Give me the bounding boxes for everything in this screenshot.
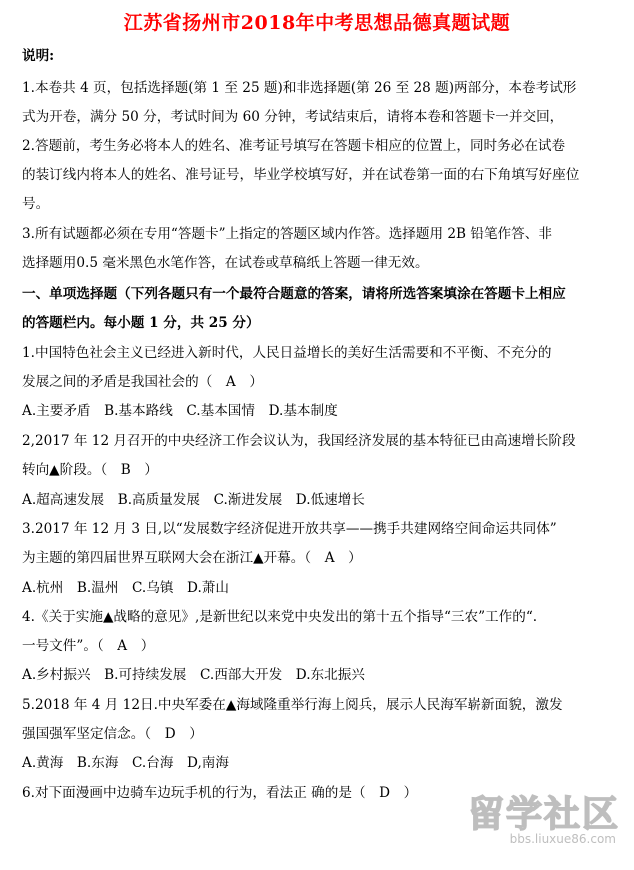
text-line: 3.所有试题都必须在专用“答题卡”上指定的答题区域内作答。选择题用 2B 铅笔作答、非: [22, 226, 552, 242]
text-line: 强国强军坚定信念。（ D ）: [22, 726, 203, 742]
text-line: 4.《关于实施▲战略的意见》,是新世纪以来党中央发出的第十五个指导“三农”工作的“.: [22, 609, 538, 625]
text-line: A.超高速发展 B.高质量发展 C.渐进发展 D.低速增长: [22, 492, 365, 508]
text-line: A.乡村振兴 B.可持续发展 C.西部大开发 D.东北振兴: [22, 667, 365, 683]
text-line: A.黄海 B.东海 C.台海 D,南海: [22, 755, 229, 771]
text-line: 2.答题前，考生务必将本人的姓名、准考证号填写在答题卡相应的位置上，同时务必在试卷: [22, 138, 566, 154]
text-line: 的答题栏内。每小题 1 分，共 25 分）: [22, 315, 260, 331]
text-line: 2,2017 年 12 月召开的中央经济工作会议认为，我国经济发展的基本特征已由高速增长阶段: [22, 433, 576, 449]
text-line: 5.2018 年 4 月 12日.中央军委在▲海域隆重举行海上阅兵，展示人民海军崭新面貌，激发: [22, 697, 563, 713]
text-line: 的装订线内将本人的姓名、准号证号，毕业学校填写好，并在试卷第一面的右下角填写好座位: [22, 167, 580, 183]
text-line: 号。: [22, 196, 50, 212]
text-line: 1.本卷共 4 页，包括选择题(第 1 至 25 题)和非选择题(第 26 至 28 题)两部分，本卷考试形: [22, 80, 577, 96]
text-line: A.主要矛盾 B.基本路线 C.基本国情 D.基本制度: [22, 403, 338, 419]
text-line: 转向▲阶段。（ B ）: [22, 462, 158, 478]
text-line: A.杭州 B.温州 C.乌镇 D.萧山: [22, 580, 229, 596]
text-line: 选择题用0.5 毫米黑色水笔作答，在试卷或草稿纸上答题一律无效。: [22, 255, 429, 271]
text-line: 6.对下面漫画中边骑车边玩手机的行为，看法正 确的是（ D ）: [22, 785, 418, 801]
text-line: 一号文件”。（ A ）: [22, 638, 155, 654]
section-heading: 一、单项选择题（下列各题只有一个最符合题意的答案，请将所选答案填涂在答题卡上相应: [22, 286, 566, 302]
text-line: 3.2017 年 12 月 3 日,以“发展数字经济促进开放共享——携手共建网络空间命运共同体”: [22, 521, 557, 537]
text-line: 式为开卷，满分 50 分，考试时间为 60 分钟，考试结束后，请将本卷和答题卡一并交回，: [22, 109, 564, 125]
watermark-brand: 留学社区: [467, 794, 620, 835]
instructions-heading: 说明:: [22, 48, 55, 64]
text-line: 为主题的第四届世界互联网大会在浙江▲开幕。（ A ）: [22, 550, 362, 566]
text-line: 发展之间的矛盾是我国社会的（ A ）: [22, 374, 263, 390]
watermark-url: bbs.liuxue86.com: [509, 832, 616, 846]
document-title: 江苏省扬州市2018年中考思想品德真题试题: [123, 12, 511, 34]
text-line: 1.中国特色社会主义已经进入新时代，人民日益增长的美好生活需要和不平衡、不充分的: [22, 345, 552, 361]
